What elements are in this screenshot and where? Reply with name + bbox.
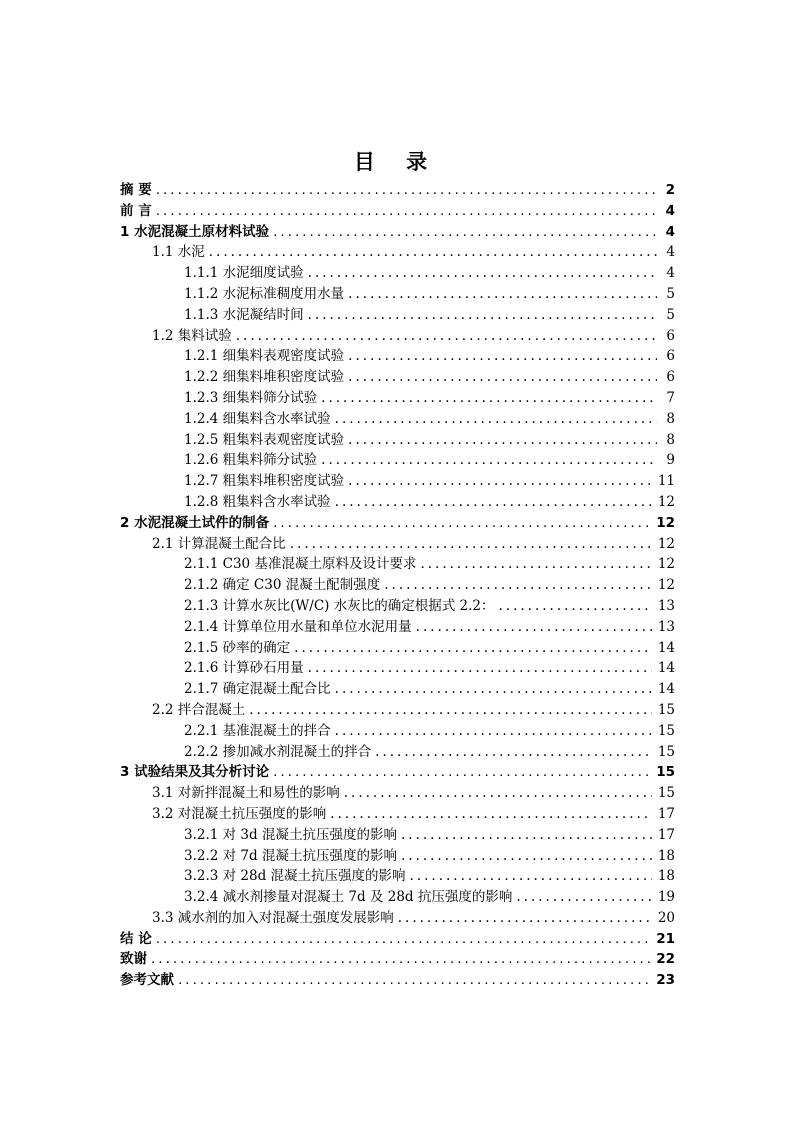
dot-leader bbox=[151, 949, 650, 970]
toc-entry-label: 2.1.7 确定混凝土配合比 bbox=[184, 681, 331, 698]
toc-entry[interactable] bbox=[120, 430, 675, 451]
toc-entry-label: 2.1 计算混凝土配合比 bbox=[152, 535, 286, 552]
toc-entry-page-number: 17 bbox=[657, 805, 675, 822]
dot-leader bbox=[321, 388, 657, 409]
toc-entry[interactable] bbox=[120, 222, 675, 243]
dot-leader bbox=[273, 762, 650, 783]
toc-entry-page-number: 6 bbox=[666, 369, 675, 386]
toc-entry-page-number: 22 bbox=[656, 951, 675, 968]
toc-entry-label: 1.2.6 粗集料筛分试验 bbox=[184, 452, 318, 469]
dot-leader bbox=[156, 201, 657, 222]
dot-leader bbox=[308, 263, 657, 284]
dot-leader bbox=[348, 284, 657, 305]
toc-entry-label: 3.1 对新拌混凝土和易性的影响 bbox=[152, 785, 340, 802]
toc-entry[interactable] bbox=[120, 825, 675, 846]
toc-entry-page-number: 15 bbox=[657, 722, 675, 739]
toc-entry-label: 1.2.8 粗集料含水率试验 bbox=[184, 493, 331, 510]
toc-entry[interactable] bbox=[120, 658, 675, 679]
toc-entry[interactable] bbox=[120, 513, 675, 534]
toc-entry-label: 3.2.1 对 3d 混凝土抗压强度的影响 bbox=[184, 826, 397, 843]
toc-entry-label: 1.2.1 细集料表观密度试验 bbox=[184, 348, 345, 365]
toc-entry-page-number: 5 bbox=[666, 285, 675, 302]
dot-leader bbox=[273, 513, 650, 534]
dot-leader bbox=[348, 346, 657, 367]
toc-entry-page-number: 4 bbox=[665, 202, 675, 219]
dot-leader bbox=[178, 970, 650, 991]
toc-entry[interactable] bbox=[120, 908, 675, 929]
toc-entry-label: 2.1.5 砂率的确定 bbox=[184, 639, 291, 656]
toc-entry[interactable] bbox=[120, 201, 675, 222]
dot-leader bbox=[290, 534, 652, 555]
dot-leader bbox=[156, 180, 657, 201]
toc-entry-label: 前 言 bbox=[120, 202, 152, 219]
toc-entry[interactable] bbox=[120, 866, 675, 887]
toc-entry-label: 1.2.5 粗集料表观密度试验 bbox=[184, 431, 345, 448]
dot-leader bbox=[249, 700, 652, 721]
toc-entry-page-number: 12 bbox=[656, 514, 675, 531]
toc-entry[interactable] bbox=[120, 742, 675, 763]
dot-leader bbox=[498, 596, 651, 617]
toc-entry[interactable] bbox=[120, 534, 675, 555]
toc-entry[interactable] bbox=[120, 762, 675, 783]
dot-leader bbox=[348, 471, 652, 492]
dot-leader bbox=[384, 575, 652, 596]
toc-entry[interactable] bbox=[120, 887, 675, 908]
dot-leader bbox=[375, 742, 652, 763]
toc-entry[interactable] bbox=[120, 596, 675, 617]
toc-entry-label: 2.1.6 计算砂石用量 bbox=[184, 660, 304, 677]
toc-entry-label: 1 水泥混凝土原材料试验 bbox=[120, 223, 270, 240]
toc-entry-label: 2.1.3 计算水灰比(W/C) 水灰比的确定根据式 2.2： bbox=[184, 597, 495, 614]
toc-entry-label: 2.1.1 C30 基准混凝土原料及设计要求 bbox=[184, 556, 417, 573]
dot-leader bbox=[294, 638, 652, 659]
dot-leader bbox=[335, 721, 652, 742]
toc-entry-label: 2.2 拌合混凝土 bbox=[152, 701, 246, 718]
dot-leader bbox=[420, 554, 651, 575]
toc-entry-label: 1.2 集料试验 bbox=[152, 327, 232, 344]
toc-entry-page-number: 7 bbox=[666, 389, 675, 406]
toc-entry[interactable] bbox=[120, 804, 675, 825]
dot-leader bbox=[348, 430, 657, 451]
toc-entry-page-number: 14 bbox=[657, 660, 675, 677]
toc-entry[interactable] bbox=[120, 450, 675, 471]
toc-entry-page-number: 23 bbox=[656, 972, 675, 989]
toc-entry[interactable] bbox=[120, 492, 675, 513]
toc-entry-page-number: 13 bbox=[657, 597, 675, 614]
toc-entry-page-number: 4 bbox=[666, 265, 675, 282]
toc-entry-page-number: 12 bbox=[657, 577, 675, 594]
toc-entry-page-number: 15 bbox=[657, 743, 675, 760]
toc-entry-page-number: 6 bbox=[666, 327, 675, 344]
toc-entry[interactable] bbox=[120, 949, 675, 970]
dot-leader bbox=[398, 908, 652, 929]
dot-leader bbox=[401, 846, 652, 867]
table-of-contents bbox=[120, 180, 675, 991]
toc-entry-page-number: 8 bbox=[666, 431, 675, 448]
toc-entry[interactable] bbox=[120, 305, 675, 326]
dot-leader bbox=[335, 679, 652, 700]
toc-entry-label: 2.2.2 掺加减水剂混凝土的拌合 bbox=[184, 743, 372, 760]
toc-entry-label: 1.1.3 水泥凝结时间 bbox=[184, 306, 304, 323]
toc-entry[interactable] bbox=[120, 326, 675, 347]
toc-entry-label: 2.2.1 基准混凝土的拌合 bbox=[184, 722, 331, 739]
toc-entry-page-number: 11 bbox=[657, 473, 675, 490]
dot-leader bbox=[156, 929, 651, 950]
toc-entry-page-number: 14 bbox=[657, 681, 675, 698]
toc-entry-page-number: 18 bbox=[657, 868, 675, 885]
toc-entry-page-number: 13 bbox=[657, 618, 675, 635]
toc-entry-page-number: 9 bbox=[666, 452, 675, 469]
dot-leader bbox=[308, 658, 652, 679]
toc-entry-page-number: 5 bbox=[666, 306, 675, 323]
toc-entry[interactable] bbox=[120, 388, 675, 409]
dot-leader bbox=[321, 450, 657, 471]
toc-entry-page-number: 21 bbox=[656, 930, 675, 947]
toc-entry-label: 结 论 bbox=[120, 930, 152, 947]
dot-leader bbox=[416, 617, 652, 638]
toc-entry[interactable] bbox=[120, 471, 675, 492]
dot-leader bbox=[335, 492, 652, 513]
dot-leader bbox=[273, 222, 657, 243]
toc-entry-page-number: 12 bbox=[657, 535, 675, 552]
toc-entry-label: 2 水泥混凝土试件的制备 bbox=[120, 514, 270, 531]
toc-entry-label: 3.3 减水剂的加入对混凝土强度发展影响 bbox=[152, 909, 394, 926]
dot-leader bbox=[236, 326, 657, 347]
toc-entry-label: 3 试验结果及其分析讨论 bbox=[120, 764, 270, 781]
toc-entry[interactable] bbox=[120, 679, 675, 700]
toc-entry[interactable] bbox=[120, 617, 675, 638]
toc-entry-page-number: 4 bbox=[666, 244, 675, 261]
toc-entry[interactable] bbox=[120, 721, 675, 742]
dot-leader bbox=[410, 866, 652, 887]
toc-entry[interactable] bbox=[120, 846, 675, 867]
toc-entry[interactable] bbox=[120, 367, 675, 388]
toc-entry-page-number: 12 bbox=[657, 493, 675, 510]
dot-leader bbox=[401, 825, 652, 846]
toc-entry[interactable] bbox=[120, 284, 675, 305]
toc-entry[interactable] bbox=[120, 554, 675, 575]
toc-entry[interactable] bbox=[120, 638, 675, 659]
toc-entry-label: 1.1.1 水泥细度试验 bbox=[184, 265, 304, 282]
dot-leader bbox=[209, 242, 657, 263]
toc-entry-page-number: 8 bbox=[666, 410, 675, 427]
toc-entry-label: 1.2.2 细集料堆积密度试验 bbox=[184, 369, 345, 386]
toc-entry-label: 3.2 对混凝土抗压强度的影响 bbox=[152, 805, 327, 822]
toc-entry-label: 1.2.3 细集料筛分试验 bbox=[184, 389, 318, 406]
toc-entry-label: 2.1.4 计算单位用水量和单位水泥用量 bbox=[184, 618, 412, 635]
dot-leader bbox=[330, 804, 652, 825]
toc-entry[interactable] bbox=[120, 242, 675, 263]
toc-entry-label: 1.1.2 水泥标准稠度用水量 bbox=[184, 285, 345, 302]
toc-entry-label: 1.2.7 粗集料堆积密度试验 bbox=[184, 473, 345, 490]
toc-entry-page-number: 17 bbox=[657, 826, 675, 843]
toc-entry-page-number: 14 bbox=[657, 639, 675, 656]
toc-entry-label: 摘 要 bbox=[120, 182, 152, 198]
toc-entry-label: 致谢 bbox=[120, 951, 147, 968]
dot-leader bbox=[335, 409, 657, 430]
toc-entry-label: 3.2.4 减水剂掺量对混凝土 7d 及 28d 抗压强度的影响 bbox=[184, 889, 513, 906]
toc-entry[interactable] bbox=[120, 346, 675, 367]
toc-entry-page-number: 2 bbox=[665, 182, 675, 198]
toc-entry-page-number: 19 bbox=[657, 889, 675, 906]
dot-leader bbox=[516, 887, 651, 908]
toc-entry-label: 1.1 水泥 bbox=[152, 244, 205, 261]
dot-leader bbox=[348, 367, 657, 388]
toc-entry-label: 1.2.4 细集料含水率试验 bbox=[184, 410, 331, 427]
toc-entry[interactable] bbox=[120, 180, 675, 201]
toc-entry[interactable] bbox=[120, 409, 675, 430]
dot-leader bbox=[344, 783, 652, 804]
toc-entry-label: 参考文献 bbox=[120, 972, 174, 989]
toc-entry[interactable] bbox=[120, 263, 675, 284]
toc-entry[interactable] bbox=[120, 575, 675, 596]
toc-entry[interactable] bbox=[120, 929, 675, 950]
toc-entry[interactable] bbox=[120, 700, 675, 721]
toc-entry-page-number: 18 bbox=[657, 847, 675, 864]
toc-entry-page-number: 15 bbox=[657, 785, 675, 802]
toc-entry-page-number: 15 bbox=[657, 701, 675, 718]
toc-entry-page-number: 6 bbox=[666, 348, 675, 365]
toc-entry-page-number: 4 bbox=[665, 223, 675, 240]
toc-entry-label: 3.2.2 对 7d 混凝土抗压强度的影响 bbox=[184, 847, 397, 864]
toc-entry[interactable] bbox=[120, 783, 675, 804]
toc-entry-label: 2.1.2 确定 C30 混凝土配制强度 bbox=[184, 577, 381, 594]
toc-entry-page-number: 20 bbox=[657, 909, 675, 926]
toc-entry[interactable] bbox=[120, 970, 675, 991]
toc-entry-page-number: 15 bbox=[656, 764, 675, 781]
dot-leader bbox=[308, 305, 657, 326]
toc-entry-label: 3.2.3 对 28d 混凝土抗压强度的影响 bbox=[184, 868, 406, 885]
toc-title: 目 录 bbox=[353, 150, 440, 174]
toc-entry-page-number: 12 bbox=[657, 556, 675, 573]
